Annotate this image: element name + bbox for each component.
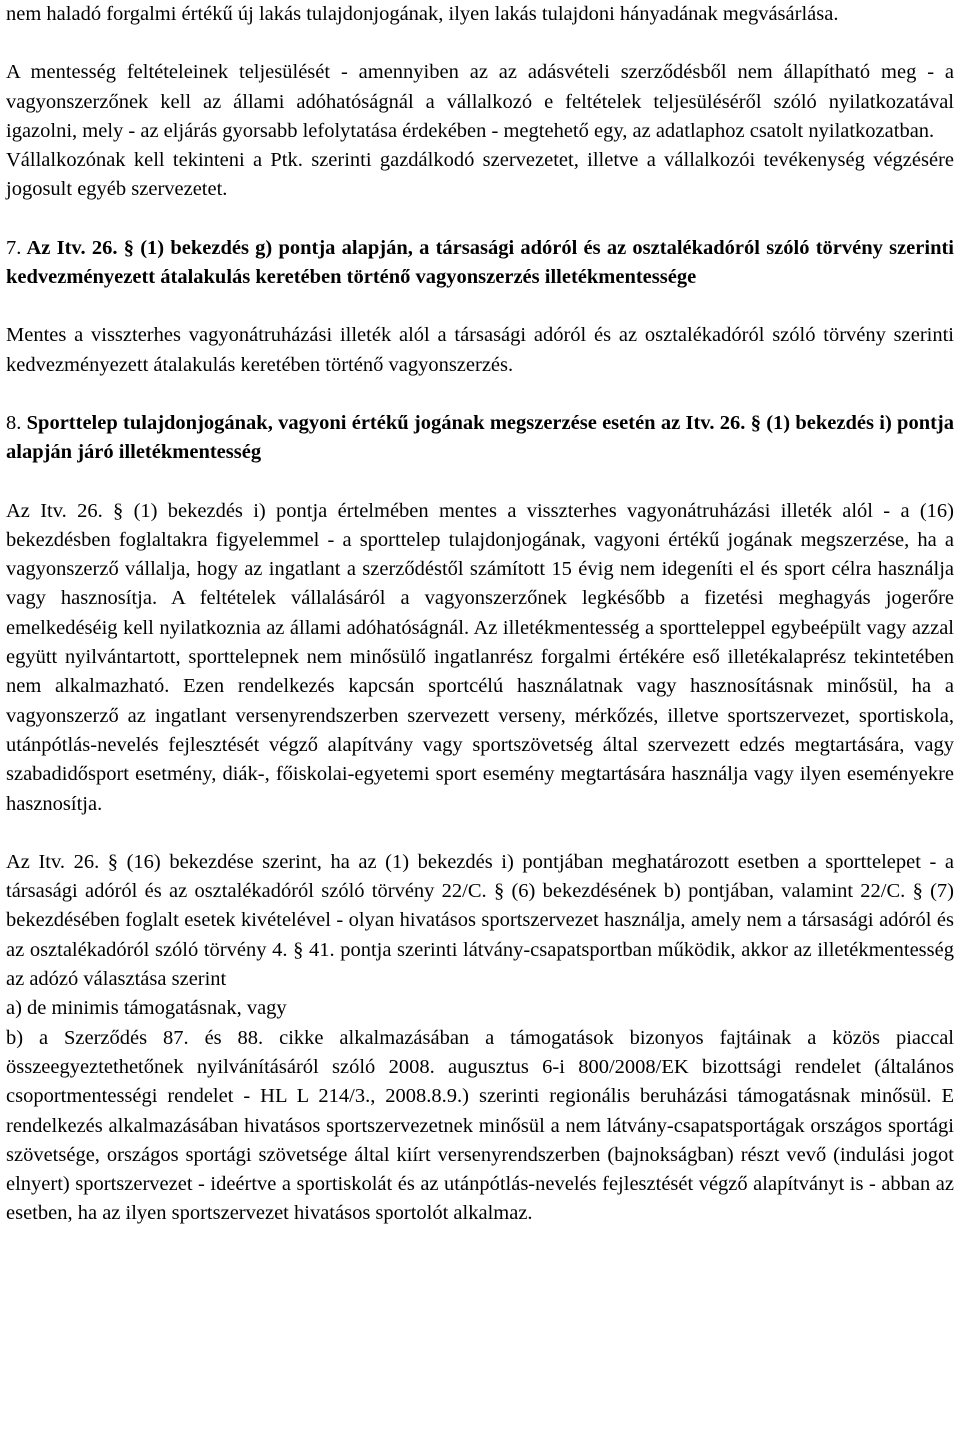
section-7-title: Az Itv. 26. § (1) bekezdés g) pontja alapján, a társasági adóról és az osztalékadóról szóló törvény szerinti kedvezményezett átalakulás keretében történő vagyonszerzés illetékmentessége [6,236,955,289]
paragraph-vallalkozo: Vállalkozónak kell tekinteni a Ptk. szerinti gazdálkodó szervezetet, illetve a vállalkozói tevékenység végzésére jogosult egyéb szervezetet. [6,149,954,201]
paragraph-16-bekezdes: Az Itv. 26. § (16) bekezdése szerint, ha az (1) bekezdés i) pontjában meghatározott esetben a sporttelepet - a társasági adóról és az osztalékadóról szóló törvény 22/C. § (6) bekezdésének b) pontjában, valamint 22/C. § (7) bekezdésében foglalt esetek kivételével - olyan hivatásos sportszervezet használja, amely nem a társasági adóról és az osztalékadóról szóló törvény 4. § 41. pontja szerinti látvány-csapatsportban működik, akkor az illetékmentesség az adózó választása szerint [6,850,954,991]
document-page [6,0,954,1229]
list-item-a: a) de minimis támogatásnak, vagy [6,997,287,1020]
paragraph-lakas: nem haladó forgalmi értékű új lakás tulajdonjogának, ilyen lakás tulajdoni hányadának megvásárlása. [6,3,839,25]
section-7-number: 7. [6,236,22,259]
section-8-heading [6,409,954,468]
paragraph-atalakulas: Mentes a visszterhes vagyonátruházási illeték alól a társasági adóról és az osztalékadóról szóló törvény szerinti kedvezményezett átalakulás keretében történő vagyonszerzés. [6,324,954,376]
paragraph-sporttelep: Az Itv. 26. § (1) bekezdés i) pontja értelmében mentes a visszterhes vagyonátruházási illeték alól - a (16) bekezdésben foglaltakra figyelemmel - a sporttelep tulajdonjogának, vagyoni értékű jogának megszerzése, ha a vagyonszerző vállalja, hogy az ingatlant a szerződéstől számított 15 évig nem idegeníti el és sport célra használja vagy hasznosítja. A feltételek vállalásáról a vagyonszerzőnek legkésőbb a fizetési meghagyás jogerőre emelkedéséig kell nyilatkoznia az állami adóhatóságnál. Az illetékmentesség a sportteleppel egybeépült vagy azzal együtt nyilvántartott, sporttelepnek nem minősülő ingatlanrész forgalmi értékére eső illetékalaprész tekintetében nem alkalmazható. Ezen rendelkezés kapcsán sportcélú használatnak vagy hasznosításnak minősül, ha a vagyonszerző az ingatlant versenyrendszerben szervezett verseny, mérkőzés, illetve sportszervezet, sportiskola, utánpótlás-nevelés fejlesztését végző alapítvány vagy sportszövetség által szervezett edzés megtartására, vagy szabadidősport esetmény, diák-, főiskolai-egyetemi sport esemény megtartására használja vagy ilyen eseményekre hasznosítja. [6,499,954,815]
section-7-heading [6,234,954,293]
list-item-b: b) a Szerződés 87. és 88. cikke alkalmazásában a támogatások bizonyos fajtáinak a közös piaccal összeegyeztethetőnek nyilvánításáról szóló 2008. augusztus 6-i 800/2008/EK bizottsági rendelet (általános csoportmentességi rendelet - HL L 214/3., 2008.8.9.) szerinti regionális beruházási támogatásnak minősül. E rendelkezés alkalmazásában hivatásos sportszervezetnek minősül a nem látvány-csapatsportágak országos sportági szövetsége, országos sportági szövetsége által kiírt versenyrendszerben (bajnokságban) részt vevő (indulási jogot elnyert) sportszervezet - ideértve a sportiskolát és az utánpótlás-nevelés fejlesztését végző alapítványt is - abban az esetben, ha az ilyen sportszervezet hivatásos sportolót alkalmaz. [6,1026,954,1225]
paragraph-mentesseg-feltetelek: A mentesség feltételeinek teljesülését - amennyiben az az adásvételi szerződésből nem állapítható meg - a vagyonszerzőnek kell az állami adóhatóságnál a vállalkozó e feltételek teljesüléséről szóló nyilatkozatával igazolni, mely - az eljárás gyorsabb lefolytatása érdekében - megtehető egy, az adatlaphoz csatolt nyilatkozatban. [6,61,954,142]
section-8-number: 8. [6,411,22,434]
section-8-title: Sporttelep tulajdonjogának, vagyoni értékű jogának megszerzése esetén az Itv. 26. § (1) bekezdés i) pontja alapján járó illetékmentesség [6,411,955,464]
